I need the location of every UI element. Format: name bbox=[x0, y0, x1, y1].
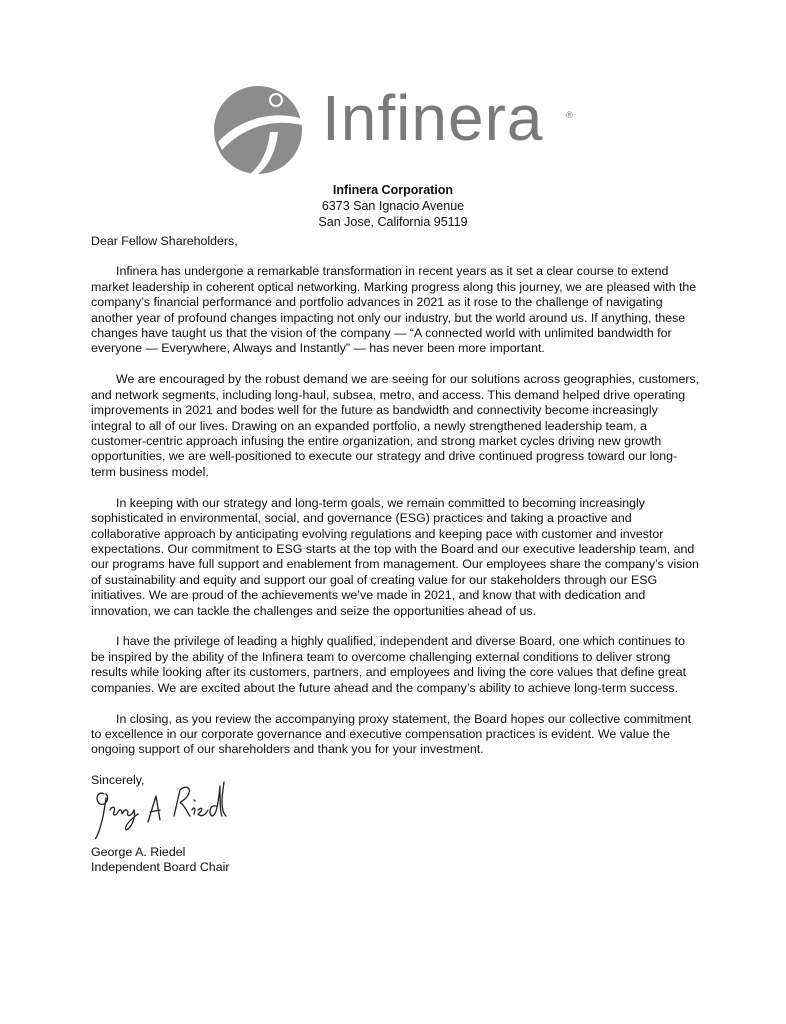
company-name: Infinera Corporation bbox=[332, 183, 454, 197]
handwritten-signature bbox=[90, 776, 230, 842]
address-city: San Jose, California 95119 bbox=[318, 215, 468, 229]
registered-mark: ® bbox=[566, 110, 573, 120]
letter-body bbox=[91, 234, 701, 789]
signer-name: George A. Riedel bbox=[91, 845, 186, 859]
paragraph-2: We are encouraged by the robust demand we are seeing for our solutions across geographies, customers, and network segments, including long-haul, subsea, metro, and access. This demand helped drive operating improvements in 2021 and bodes well for the future as bandwidth and connectivity become increasingly integral to all of our lives. Drawing on an expanded portfolio, a newly strengthened leadership team, a customer-centric approach infusing the entire organization, and strong market cycles driving new growth opportunities, we are well-positioned to execute our strategy and drive continued progress toward our long-term business model. bbox=[91, 372, 700, 479]
logo-wordmark: Infinera bbox=[322, 82, 544, 154]
signer-title: Independent Board Chair bbox=[91, 860, 230, 875]
signer-block bbox=[91, 845, 229, 876]
paragraph-1: Infinera has undergone a remarkable transformation in recent years as it set a clear course to extend market leadership in coherent optical networking. Marking progress along this journey, we are pleased with the company’s financial performance and portfolio advances in 2021 as it rose to the challenge of navigating another year of profound changes impacting not only our industry, but the world around us. If anything, these changes have taught us that the vision of the company — “A connected world with unlimited bandwidth for everyone — Everywhere, Always and Instantly” — has never been more important. bbox=[91, 264, 697, 356]
closing: Sincerely, bbox=[91, 773, 145, 788]
company-address bbox=[0, 182, 786, 230]
infinera-logo-icon bbox=[212, 80, 312, 176]
paragraph-3: In keeping with our strategy and long-term goals, we remain committed to becoming increasingly sophisticated in environmental, social, and governance (ESG) practices and taking a proactive and collaborative approach by anticipating evolving regulations and keeping pace with customer and investor expectations. Our commitment to ESG starts at the top with the Board and our executive leadership team, and our programs have full support and enablement from management. Our employees share the company’s vision of sustainability and equity and support our goal of creating value for our stakeholders through our ESG initiatives. We are proud of the achievements we’ve made in 2021, and know that with dedication and innovation, we can tackle the challenges and seize the opportunities ahead of us. bbox=[91, 495, 699, 618]
paragraph-4: I have the privilege of leading a highly qualified, independent and diverse Board, one which continues to be inspired by the ability of the Infinera team to overcome challenging external conditions to deliver strong results while looking after its customers, partners, and employees and living the core values that define great companies. We are excited about the future ahead and the company’s ability to achieve long-term success. bbox=[91, 634, 687, 695]
address-street: 6373 San Ignacio Avenue bbox=[321, 199, 465, 213]
infinera-logo bbox=[212, 80, 592, 176]
paragraph-5: In closing, as you review the accompanying proxy statement, the Board hopes our collective commitment to excellence in our corporate governance and executive compensation practices is evident. We value the ongoing support of our shareholders and thank you for your investment. bbox=[91, 711, 692, 757]
salutation: Dear Fellow Shareholders, bbox=[91, 234, 238, 248]
